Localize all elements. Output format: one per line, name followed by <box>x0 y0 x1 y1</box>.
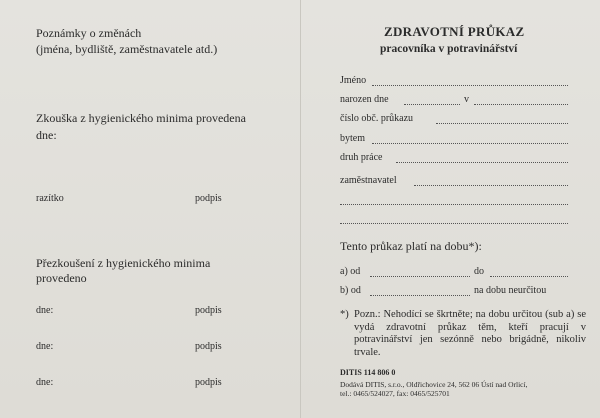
field-work-line[interactable] <box>396 161 568 163</box>
field-employer-line[interactable] <box>414 184 568 186</box>
field-employer-line-2[interactable] <box>340 203 568 205</box>
field-work-label: druh práce <box>340 152 383 163</box>
field-id-line[interactable] <box>436 122 568 124</box>
field-employer-line-3[interactable] <box>340 222 568 224</box>
validity-title: Tento průkaz platí na dobu*): <box>340 239 482 253</box>
fold-line <box>300 0 301 418</box>
card-subtitle: pracovníka v potravinářství <box>380 43 518 55</box>
note-mark: *) <box>340 309 349 320</box>
reexam-date-label: dne: <box>36 305 54 316</box>
option-a-to-line[interactable] <box>490 275 568 277</box>
notes-title: Poznámky o změnách <box>36 26 142 40</box>
print-line-2: tel.: 0465/524027, fax: 0465/525701 <box>340 389 450 398</box>
exam-title: Zkouška z hygienického minima provedena <box>36 111 246 125</box>
notes-subtitle: (jména, bydliště, zaměstnavatele atd.) <box>36 42 218 56</box>
option-a-label: a) od <box>340 266 361 277</box>
card-title: ZDRAVOTNÍ PRŮKAZ <box>384 24 525 39</box>
option-b-end-label: na dobu neurčitou <box>474 285 547 296</box>
reexam-signature-label: podpis <box>195 305 222 316</box>
print-line-1: Dodává DITIS, s.r.o., Oldřichovice 24, 562 06 Ústí nad Orlicí, <box>340 380 528 389</box>
field-name-label: Jméno <box>340 75 367 86</box>
exam-date-label: dne: <box>36 128 57 142</box>
note-text: Pozn.: Nehodící se škrtněte; na dobu určitou (sub a) se vydá zdravotní průkaz těm, kteří pracují v potravinářství jen sezónně nebo brigádně, nikoliv trvale. <box>354 309 586 358</box>
stamp-label: razítko <box>36 193 64 204</box>
reexam-date-label: dne: <box>36 377 54 388</box>
reexam-signature-label: podpis <box>195 341 222 352</box>
print-code: DITIS 114 806 0 <box>340 368 396 377</box>
reexam-signature-label: podpis <box>195 377 222 388</box>
field-employer-label: zaměstnavatel <box>340 175 397 186</box>
reexam-date-label: dne: <box>36 341 54 352</box>
field-born-label: narozen dne <box>340 94 389 105</box>
reexam-title: Přezkoušení z hygienického minima <box>36 256 211 270</box>
field-residence-line[interactable] <box>372 142 568 144</box>
field-born-place-label: v <box>464 94 469 105</box>
field-born-place-line[interactable] <box>474 103 568 105</box>
signature-label: podpis <box>195 193 222 204</box>
field-residence-label: bytem <box>340 133 365 144</box>
option-a-to-label: do <box>474 266 484 277</box>
option-b-label: b) od <box>340 285 361 296</box>
option-a-from-line[interactable] <box>370 275 470 277</box>
field-born-date-line[interactable] <box>404 103 460 105</box>
field-name-line[interactable] <box>372 84 568 86</box>
reexam-title-line2: provedeno <box>36 271 87 285</box>
field-id-label: číslo obč. průkazu <box>340 113 414 124</box>
option-b-from-line[interactable] <box>370 294 470 296</box>
